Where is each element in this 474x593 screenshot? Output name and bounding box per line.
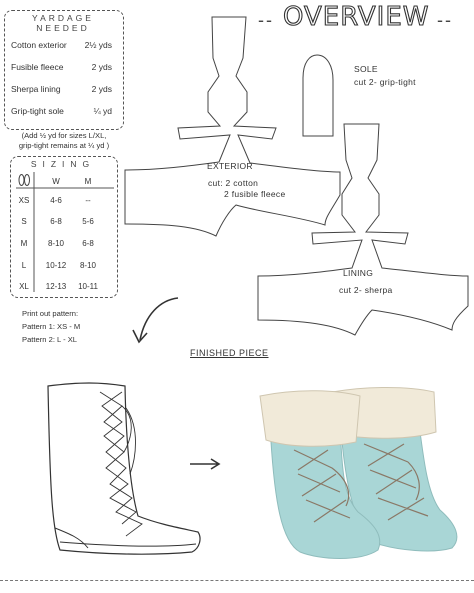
print-instructions-line3: Pattern 2: L - XL (22, 335, 78, 344)
lining-pattern-piece (258, 124, 468, 335)
bottom-divider (0, 580, 474, 581)
sizing-row-size: M (20, 239, 28, 248)
sizing-row-w: 12-13 (45, 282, 67, 291)
sizing-row-w: 8-10 (47, 239, 64, 248)
exterior-cut-line1: cut: 2 cotton (208, 178, 259, 188)
yardage-note-line1: (Add ½ yd for sizes L/XL, (21, 131, 107, 140)
lining-title: LINING (343, 268, 374, 278)
sizing-row-size: XL (19, 282, 29, 291)
print-instructions-line1: Print out pattern: (22, 309, 79, 318)
yardage-note-line2: grip-tight remains at ¼ yd ) (18, 141, 110, 150)
sizing-row-m: -- (85, 196, 91, 205)
sizing-row-m: 5-6 (82, 217, 94, 226)
yardage-row-value: 2½ yds (84, 40, 112, 50)
sizing-col-w: W (52, 177, 60, 186)
yardage-title-line1: YARDAGE (32, 13, 94, 23)
title-dashes-left: -- (258, 10, 274, 30)
yardage-row-label: Grip-tight sole (11, 106, 64, 116)
sole-pattern-piece (303, 55, 333, 136)
yardage-row-label: Sherpa lining (11, 84, 61, 94)
sizing-row-m: 10-11 (78, 282, 98, 291)
sizing-row-m: 6-8 (82, 239, 94, 248)
exterior-cut-line2: 2 fusible fleece (224, 189, 286, 199)
page-title: OVERVIEW (283, 2, 430, 32)
sizing-row-w: 6-8 (50, 217, 62, 226)
sole-cut: cut 2- grip-tight (354, 77, 416, 87)
sole-title: SOLE (354, 64, 378, 74)
lining-cut: cut 2- sherpa (339, 285, 393, 295)
sizing-col-m: M (84, 177, 92, 186)
finished-piece-title: FINISHED PIECE (190, 348, 269, 358)
exterior-title: EXTERIOR (207, 161, 253, 171)
sizing-row-size: S (21, 217, 27, 226)
yardage-row-value: ¼ yd (93, 106, 112, 116)
sizing-title: SIZING (30, 159, 96, 169)
exterior-pattern-piece (125, 17, 340, 236)
sizing-row-size: L (21, 261, 27, 270)
print-instructions-line2: Pattern 1: XS - M (22, 322, 81, 331)
yardage-title-line2: NEEDED (36, 23, 90, 33)
sizing-row-size: XS (18, 196, 30, 205)
sizing-row-m: 8-10 (79, 261, 96, 270)
sizing-row-w: 4-6 (50, 196, 62, 205)
yardage-row-label: Fusible fleece (11, 62, 64, 72)
finished-boots-photo (228, 384, 464, 568)
yardage-row-value: 2 yds (91, 84, 112, 94)
boot-line-drawing (40, 378, 210, 568)
yardage-row-label: Cotton exterior (11, 40, 67, 50)
yardage-row-value: 2 yds (91, 62, 112, 72)
title-dashes-right: -- (437, 10, 453, 30)
sizing-row-w: 10-12 (45, 261, 67, 270)
